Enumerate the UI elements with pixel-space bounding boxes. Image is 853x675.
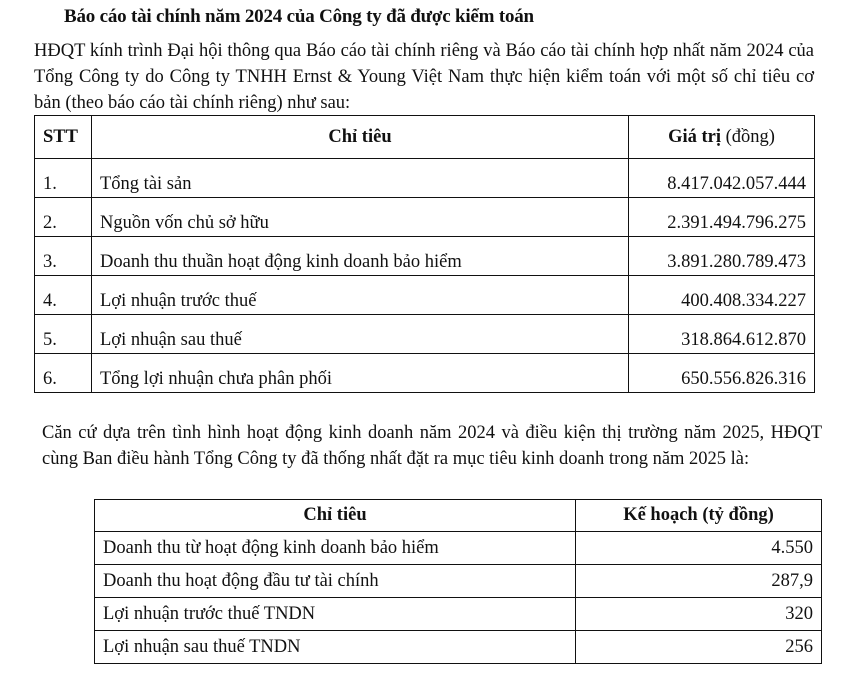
row-value: 318.864.612.870	[629, 315, 815, 354]
row-indicator: Tổng tài sản	[92, 159, 629, 198]
table-row	[95, 532, 822, 565]
header-indicator: Chỉ tiêu	[92, 116, 629, 159]
table-row	[35, 276, 815, 315]
row-indicator: Doanh thu hoạt động đầu tư tài chính	[95, 565, 576, 598]
row-plan: 256	[576, 631, 822, 664]
row-stt: 5.	[35, 315, 92, 354]
row-stt: 1.	[35, 159, 92, 198]
table-header-row	[35, 116, 815, 159]
row-indicator: Lợi nhuận trước thuế TNDN	[95, 598, 576, 631]
table-header-row	[95, 500, 822, 532]
plan-paragraph: Căn cứ dựa trên tình hình hoạt động kinh doanh năm 2024 và điều kiện thị trường năm 2025, HĐQT cùng Ban điều hành Tổng Công ty đã thống nhất đặt ra mục tiêu kinh doanh trong năm 2025 là:	[42, 423, 822, 469]
row-stt: 6.	[35, 354, 92, 393]
table-row	[35, 315, 815, 354]
table-row	[35, 237, 815, 276]
row-indicator: Lợi nhuận trước thuế	[92, 276, 629, 315]
table-row	[95, 565, 822, 598]
header-value-label: Giá trị	[668, 126, 721, 147]
header-plan: Kế hoạch (tỷ đồng)	[576, 500, 822, 532]
row-value: 3.891.280.789.473	[629, 237, 815, 276]
row-indicator: Tổng lợi nhuận chưa phân phối	[92, 354, 629, 393]
row-value: 8.417.042.057.444	[629, 159, 815, 198]
intro-paragraph: HĐQT kính trình Đại hội thông qua Báo cáo tài chính riêng và Báo cáo tài chính hợp nhất năm 2024 của Tổng Công ty do Công ty TNHH Ernst & Young Việt Nam thực hiện kiểm toán với một số chỉ tiêu cơ bản (theo báo cáo tài chính riêng) như sau:	[34, 41, 814, 113]
header-value-unit: (đồng)	[720, 126, 775, 147]
financials-table	[34, 115, 815, 393]
row-indicator: Doanh thu từ hoạt động kinh doanh bảo hiểm	[95, 532, 576, 565]
row-value: 650.556.826.316	[629, 354, 815, 393]
row-indicator: Lợi nhuận sau thuế	[92, 315, 629, 354]
row-indicator: Nguồn vốn chủ sở hữu	[92, 198, 629, 237]
row-indicator: Doanh thu thuần hoạt động kinh doanh bảo hiểm	[92, 237, 629, 276]
row-plan: 4.550	[576, 532, 822, 565]
plan-table	[94, 499, 822, 664]
row-indicator: Lợi nhuận sau thuế TNDN	[95, 631, 576, 664]
header-indicator: Chỉ tiêu	[95, 500, 576, 532]
row-value: 2.391.494.796.275	[629, 198, 815, 237]
row-value: 400.408.334.227	[629, 276, 815, 315]
section-heading: Báo cáo tài chính năm 2024 của Công ty đã được kiểm toán	[64, 6, 534, 27]
table-row	[95, 631, 822, 664]
table-row	[35, 354, 815, 393]
row-stt: 4.	[35, 276, 92, 315]
header-value	[629, 116, 815, 159]
row-stt: 2.	[35, 198, 92, 237]
header-stt: STT	[35, 116, 92, 159]
row-stt: 3.	[35, 237, 92, 276]
row-plan: 287,9	[576, 565, 822, 598]
row-plan: 320	[576, 598, 822, 631]
table-row	[35, 159, 815, 198]
table-row	[95, 598, 822, 631]
table-row	[35, 198, 815, 237]
